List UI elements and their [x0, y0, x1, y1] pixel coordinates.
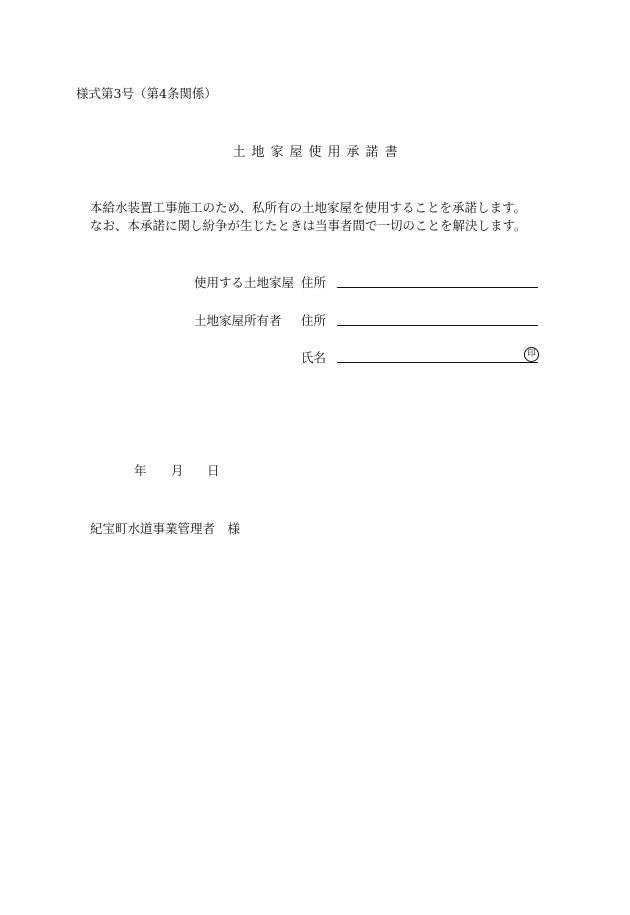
- land-to-use-address-label: 住所: [301, 275, 327, 290]
- owner-address-field[interactable]: [337, 309, 538, 326]
- consent-statement-line-2: なお、本承諾に関し紛争が生じたときは当事者間で一切のことを解決します。: [90, 218, 527, 233]
- consent-statement-line-1: 本給水装置工事施工のため、私所有の土地家屋を使用することを承諾します。: [90, 200, 527, 215]
- seal-icon: 印: [524, 347, 539, 362]
- addressee: 紀宝町水道事業管理者 様: [90, 521, 241, 536]
- date-year-label: 年: [134, 463, 147, 478]
- date-month-label: 月: [171, 463, 184, 478]
- owner-name-field[interactable]: [337, 346, 523, 363]
- name-underline: [523, 362, 538, 363]
- owner-label: 土地家屋所有者: [194, 313, 282, 328]
- land-to-use-label: 使用する土地家屋: [194, 275, 295, 290]
- form-number: 様式第3号（第4条関係）: [76, 86, 217, 101]
- date-day-label: 日: [207, 463, 220, 478]
- land-to-use-address-field[interactable]: [337, 271, 538, 288]
- owner-address-label: 住所: [301, 313, 327, 328]
- owner-name-label: 氏名: [301, 350, 327, 365]
- document-title: 土地家屋使用承諾書: [232, 145, 404, 160]
